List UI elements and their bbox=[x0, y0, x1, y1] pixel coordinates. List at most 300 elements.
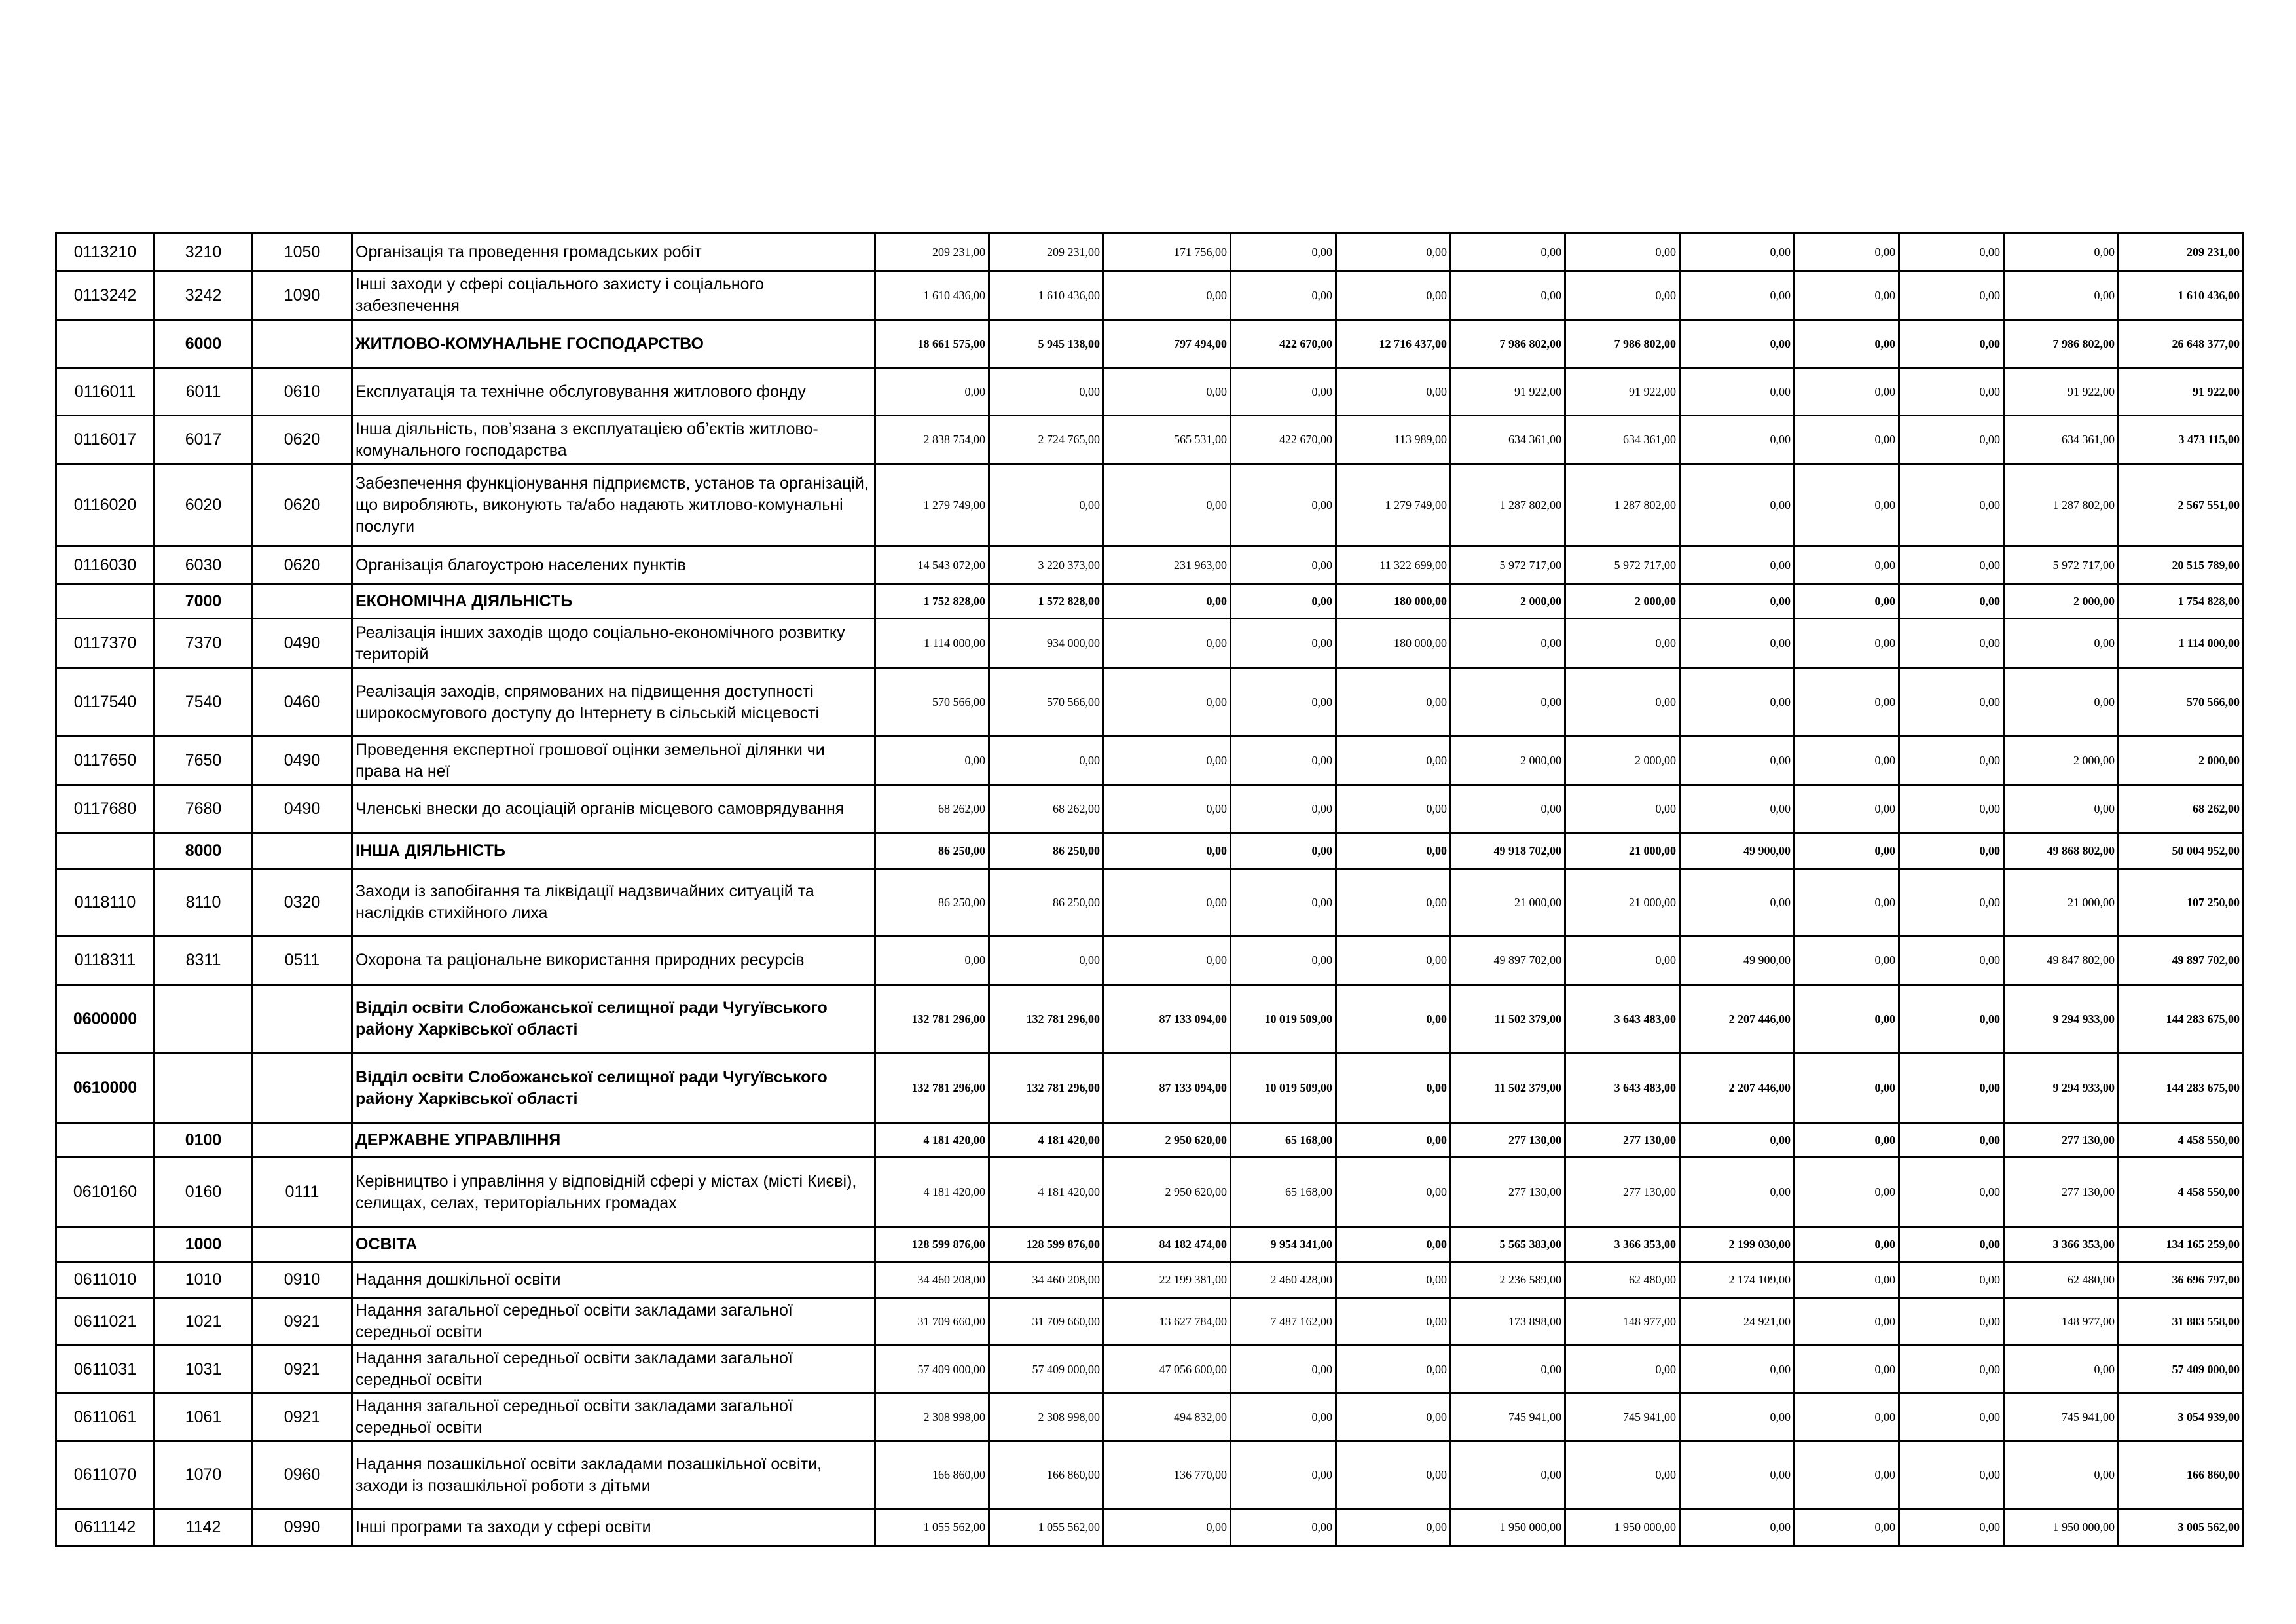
amount-cell: 0,00 bbox=[1680, 869, 1795, 936]
amount-cell: 1 950 000,00 bbox=[1565, 1509, 1680, 1546]
table-row bbox=[56, 1227, 2244, 1263]
amount-cell: 0,00 bbox=[989, 368, 1104, 416]
table-row bbox=[56, 1298, 2244, 1346]
kfkvk-code-cell bbox=[253, 320, 352, 368]
amount-cell: 0,00 bbox=[1680, 234, 1795, 271]
program-code-cell: 0117540 bbox=[56, 669, 155, 737]
amount-cell: 1 610 436,00 bbox=[875, 271, 989, 320]
kfkvk-code-cell: 0921 bbox=[253, 1346, 352, 1393]
amount-cell: 0,00 bbox=[2004, 785, 2119, 833]
amount-cell: 0,00 bbox=[1680, 785, 1795, 833]
amount-cell: 494 832,00 bbox=[1104, 1393, 1231, 1441]
amount-cell: 0,00 bbox=[1231, 619, 1336, 669]
amount-cell: 11 502 379,00 bbox=[1451, 1054, 1565, 1123]
kpkvk-code-cell: 8311 bbox=[155, 936, 253, 985]
amount-cell: 0,00 bbox=[1231, 669, 1336, 737]
table-row bbox=[56, 1393, 2244, 1441]
amount-cell: 0,00 bbox=[1795, 368, 1899, 416]
program-name-cell: Членські внески до асоціацій органів місцевого самоврядування bbox=[352, 785, 875, 833]
program-code-cell: 0611070 bbox=[56, 1441, 155, 1509]
amount-cell: 0,00 bbox=[1680, 320, 1795, 368]
table-row bbox=[56, 368, 2244, 416]
amount-cell: 0,00 bbox=[1899, 1441, 2004, 1509]
amount-cell: 0,00 bbox=[875, 368, 989, 416]
amount-cell: 0,00 bbox=[1104, 869, 1231, 936]
table-row bbox=[56, 1158, 2244, 1227]
amount-cell: 49 897 702,00 bbox=[1451, 936, 1565, 985]
amount-cell: 9 954 341,00 bbox=[1231, 1227, 1336, 1263]
amount-cell: 0,00 bbox=[1231, 547, 1336, 584]
amount-cell: 91 922,00 bbox=[2004, 368, 2119, 416]
program-name-cell: ІНША ДІЯЛЬНІСТЬ bbox=[352, 833, 875, 869]
amount-cell: 7 986 802,00 bbox=[1451, 320, 1565, 368]
kfkvk-code-cell bbox=[253, 1123, 352, 1158]
total-amount-cell: 570 566,00 bbox=[2119, 669, 2244, 737]
amount-cell: 2 950 620,00 bbox=[1104, 1158, 1231, 1227]
program-code-cell: 0611142 bbox=[56, 1509, 155, 1546]
amount-cell: 0,00 bbox=[989, 936, 1104, 985]
program-name-cell: ОСВІТА bbox=[352, 1227, 875, 1263]
amount-cell: 62 480,00 bbox=[1565, 1263, 1680, 1298]
amount-cell: 2 207 446,00 bbox=[1680, 985, 1795, 1054]
amount-cell: 31 709 660,00 bbox=[989, 1298, 1104, 1346]
table-row bbox=[56, 234, 2244, 271]
kpkvk-code-cell: 7370 bbox=[155, 619, 253, 669]
amount-cell: 24 921,00 bbox=[1680, 1298, 1795, 1346]
amount-cell: 65 168,00 bbox=[1231, 1158, 1336, 1227]
amount-cell: 0,00 bbox=[1680, 271, 1795, 320]
amount-cell: 22 199 381,00 bbox=[1104, 1263, 1231, 1298]
amount-cell: 0,00 bbox=[1104, 271, 1231, 320]
kfkvk-code-cell: 0511 bbox=[253, 936, 352, 985]
amount-cell: 422 670,00 bbox=[1231, 416, 1336, 464]
program-name-cell: Надання загальної середньої освіти закладами загальної середньої освіти bbox=[352, 1298, 875, 1346]
amount-cell: 0,00 bbox=[1899, 936, 2004, 985]
program-code-cell: 0116011 bbox=[56, 368, 155, 416]
amount-cell: 0,00 bbox=[1795, 234, 1899, 271]
amount-cell: 0,00 bbox=[1899, 464, 2004, 547]
kpkvk-code-cell: 7540 bbox=[155, 669, 253, 737]
total-amount-cell: 1 114 000,00 bbox=[2119, 619, 2244, 669]
kfkvk-code-cell: 0921 bbox=[253, 1393, 352, 1441]
amount-cell: 0,00 bbox=[1336, 1158, 1451, 1227]
amount-cell: 0,00 bbox=[1680, 368, 1795, 416]
amount-cell: 0,00 bbox=[1231, 1509, 1336, 1546]
table-row bbox=[56, 416, 2244, 464]
amount-cell: 0,00 bbox=[1680, 1393, 1795, 1441]
amount-cell: 87 133 094,00 bbox=[1104, 985, 1231, 1054]
kpkvk-code-cell: 1010 bbox=[155, 1263, 253, 1298]
kpkvk-code-cell: 1070 bbox=[155, 1441, 253, 1509]
amount-cell: 634 361,00 bbox=[2004, 416, 2119, 464]
program-name-cell: ЕКОНОМІЧНА ДІЯЛЬНІСТЬ bbox=[352, 584, 875, 619]
amount-cell: 0,00 bbox=[1899, 1263, 2004, 1298]
kpkvk-code-cell: 8110 bbox=[155, 869, 253, 936]
amount-cell: 49 847 802,00 bbox=[2004, 936, 2119, 985]
total-amount-cell: 166 860,00 bbox=[2119, 1441, 2244, 1509]
amount-cell: 231 963,00 bbox=[1104, 547, 1231, 584]
kpkvk-code-cell: 1021 bbox=[155, 1298, 253, 1346]
kpkvk-code-cell: 6030 bbox=[155, 547, 253, 584]
total-amount-cell: 2 000,00 bbox=[2119, 737, 2244, 785]
amount-cell: 65 168,00 bbox=[1231, 1123, 1336, 1158]
amount-cell: 148 977,00 bbox=[2004, 1298, 2119, 1346]
amount-cell: 86 250,00 bbox=[875, 833, 989, 869]
amount-cell: 2 000,00 bbox=[2004, 584, 2119, 619]
amount-cell: 18 661 575,00 bbox=[875, 320, 989, 368]
amount-cell: 0,00 bbox=[1336, 1393, 1451, 1441]
kpkvk-code-cell: 0160 bbox=[155, 1158, 253, 1227]
amount-cell: 565 531,00 bbox=[1104, 416, 1231, 464]
kfkvk-code-cell: 0320 bbox=[253, 869, 352, 936]
kfkvk-code-cell bbox=[253, 1227, 352, 1263]
amount-cell: 0,00 bbox=[1231, 1441, 1336, 1509]
amount-cell: 0,00 bbox=[1795, 464, 1899, 547]
amount-cell: 0,00 bbox=[1899, 669, 2004, 737]
amount-cell: 3 220 373,00 bbox=[989, 547, 1104, 584]
amount-cell: 2 000,00 bbox=[1451, 737, 1565, 785]
amount-cell: 0,00 bbox=[1336, 271, 1451, 320]
total-amount-cell: 3 473 115,00 bbox=[2119, 416, 2244, 464]
amount-cell: 3 643 483,00 bbox=[1565, 1054, 1680, 1123]
amount-cell: 132 781 296,00 bbox=[989, 1054, 1104, 1123]
amount-cell: 10 019 509,00 bbox=[1231, 1054, 1336, 1123]
program-name-cell: Забезпечення функціонування підприємств, установ та організацій, що виробляють, виконують та/або надають житлово-комунальні послуги bbox=[352, 464, 875, 547]
table-row bbox=[56, 271, 2244, 320]
total-amount-cell: 4 458 550,00 bbox=[2119, 1158, 2244, 1227]
amount-cell: 0,00 bbox=[1104, 737, 1231, 785]
amount-cell: 68 262,00 bbox=[989, 785, 1104, 833]
amount-cell: 0,00 bbox=[1795, 1123, 1899, 1158]
amount-cell: 132 781 296,00 bbox=[875, 1054, 989, 1123]
amount-cell: 0,00 bbox=[1565, 619, 1680, 669]
program-code-cell: 0117650 bbox=[56, 737, 155, 785]
table-row bbox=[56, 985, 2244, 1054]
amount-cell: 0,00 bbox=[1899, 737, 2004, 785]
amount-cell: 0,00 bbox=[1795, 619, 1899, 669]
amount-cell: 0,00 bbox=[1680, 416, 1795, 464]
kfkvk-code-cell: 0620 bbox=[253, 416, 352, 464]
kfkvk-code-cell: 1050 bbox=[253, 234, 352, 271]
total-amount-cell: 1 754 828,00 bbox=[2119, 584, 2244, 619]
kpkvk-code-cell: 3210 bbox=[155, 234, 253, 271]
amount-cell: 49 918 702,00 bbox=[1451, 833, 1565, 869]
amount-cell: 14 543 072,00 bbox=[875, 547, 989, 584]
program-name-cell: Відділ освіти Слобожанської селищної ради Чугуївського району Харківської області bbox=[352, 985, 875, 1054]
amount-cell: 0,00 bbox=[1104, 1509, 1231, 1546]
amount-cell: 57 409 000,00 bbox=[989, 1346, 1104, 1393]
amount-cell: 0,00 bbox=[1795, 416, 1899, 464]
program-name-cell: Організація благоустрою населених пунктів bbox=[352, 547, 875, 584]
amount-cell: 1 752 828,00 bbox=[875, 584, 989, 619]
amount-cell: 0,00 bbox=[1795, 1441, 1899, 1509]
amount-cell: 2 950 620,00 bbox=[1104, 1123, 1231, 1158]
amount-cell: 4 181 420,00 bbox=[875, 1123, 989, 1158]
program-code-cell: 0113242 bbox=[56, 271, 155, 320]
amount-cell: 2 838 754,00 bbox=[875, 416, 989, 464]
amount-cell: 132 781 296,00 bbox=[989, 985, 1104, 1054]
amount-cell: 34 460 208,00 bbox=[989, 1263, 1104, 1298]
amount-cell: 34 460 208,00 bbox=[875, 1263, 989, 1298]
table-row bbox=[56, 737, 2244, 785]
total-amount-cell: 144 283 675,00 bbox=[2119, 1054, 2244, 1123]
kfkvk-code-cell: 0921 bbox=[253, 1298, 352, 1346]
amount-cell: 4 181 420,00 bbox=[875, 1158, 989, 1227]
kpkvk-code-cell: 7650 bbox=[155, 737, 253, 785]
amount-cell: 0,00 bbox=[1336, 368, 1451, 416]
kfkvk-code-cell bbox=[253, 584, 352, 619]
total-amount-cell: 3 054 939,00 bbox=[2119, 1393, 2244, 1441]
amount-cell: 113 989,00 bbox=[1336, 416, 1451, 464]
amount-cell: 0,00 bbox=[1565, 785, 1680, 833]
amount-cell: 0,00 bbox=[1795, 669, 1899, 737]
amount-cell: 84 182 474,00 bbox=[1104, 1227, 1231, 1263]
program-code-cell: 0118110 bbox=[56, 869, 155, 936]
amount-cell: 0,00 bbox=[1680, 547, 1795, 584]
amount-cell: 1 610 436,00 bbox=[989, 271, 1104, 320]
amount-cell: 422 670,00 bbox=[1231, 320, 1336, 368]
program-code-cell: 0118311 bbox=[56, 936, 155, 985]
table-row bbox=[56, 1509, 2244, 1546]
amount-cell: 57 409 000,00 bbox=[875, 1346, 989, 1393]
amount-cell: 47 056 600,00 bbox=[1104, 1346, 1231, 1393]
amount-cell: 0,00 bbox=[1899, 1393, 2004, 1441]
amount-cell: 62 480,00 bbox=[2004, 1263, 2119, 1298]
amount-cell: 0,00 bbox=[1451, 1346, 1565, 1393]
kpkvk-code-cell: 0100 bbox=[155, 1123, 253, 1158]
amount-cell: 0,00 bbox=[1104, 833, 1231, 869]
program-name-cell: ДЕРЖАВНЕ УПРАВЛІННЯ bbox=[352, 1123, 875, 1158]
amount-cell: 0,00 bbox=[1899, 785, 2004, 833]
amount-cell: 1 287 802,00 bbox=[1451, 464, 1565, 547]
amount-cell: 0,00 bbox=[1680, 1509, 1795, 1546]
table-row bbox=[56, 1441, 2244, 1509]
amount-cell: 1 572 828,00 bbox=[989, 584, 1104, 619]
amount-cell: 171 756,00 bbox=[1104, 234, 1231, 271]
amount-cell: 277 130,00 bbox=[1565, 1123, 1680, 1158]
amount-cell: 0,00 bbox=[1336, 785, 1451, 833]
program-name-cell: ЖИТЛОВО-КОМУНАЛЬНЕ ГОСПОДАРСТВО bbox=[352, 320, 875, 368]
amount-cell: 2 460 428,00 bbox=[1231, 1263, 1336, 1298]
amount-cell: 0,00 bbox=[1795, 833, 1899, 869]
amount-cell: 0,00 bbox=[1680, 619, 1795, 669]
program-name-cell: Надання позашкільної освіти закладами позашкільної освіти, заходи із позашкільної роботи з дітьми bbox=[352, 1441, 875, 1509]
amount-cell: 91 922,00 bbox=[1565, 368, 1680, 416]
table-row bbox=[56, 869, 2244, 936]
amount-cell: 2 000,00 bbox=[1565, 737, 1680, 785]
amount-cell: 1 279 749,00 bbox=[1336, 464, 1451, 547]
amount-cell: 0,00 bbox=[1104, 584, 1231, 619]
program-name-cell: Охорона та раціональне використання природних ресурсів bbox=[352, 936, 875, 985]
kpkvk-code-cell: 1061 bbox=[155, 1393, 253, 1441]
amount-cell: 180 000,00 bbox=[1336, 584, 1451, 619]
amount-cell: 3 643 483,00 bbox=[1565, 985, 1680, 1054]
amount-cell: 0,00 bbox=[1231, 464, 1336, 547]
amount-cell: 634 361,00 bbox=[1451, 416, 1565, 464]
program-code-cell bbox=[56, 833, 155, 869]
program-name-cell: Проведення експертної грошової оцінки земельної ділянки чи права на неї bbox=[352, 737, 875, 785]
amount-cell: 0,00 bbox=[989, 737, 1104, 785]
total-amount-cell: 49 897 702,00 bbox=[2119, 936, 2244, 985]
amount-cell: 0,00 bbox=[1231, 737, 1336, 785]
amount-cell: 0,00 bbox=[1231, 785, 1336, 833]
amount-cell: 86 250,00 bbox=[875, 869, 989, 936]
amount-cell: 0,00 bbox=[1231, 1346, 1336, 1393]
amount-cell: 0,00 bbox=[1231, 368, 1336, 416]
total-amount-cell: 36 696 797,00 bbox=[2119, 1263, 2244, 1298]
program-code-cell: 0611021 bbox=[56, 1298, 155, 1346]
kpkvk-code-cell: 6011 bbox=[155, 368, 253, 416]
amount-cell: 0,00 bbox=[875, 737, 989, 785]
amount-cell: 4 181 420,00 bbox=[989, 1158, 1104, 1227]
amount-cell: 7 986 802,00 bbox=[2004, 320, 2119, 368]
total-amount-cell: 50 004 952,00 bbox=[2119, 833, 2244, 869]
amount-cell: 0,00 bbox=[1451, 619, 1565, 669]
amount-cell: 570 566,00 bbox=[875, 669, 989, 737]
kfkvk-code-cell: 0620 bbox=[253, 464, 352, 547]
amount-cell: 0,00 bbox=[1565, 1346, 1680, 1393]
program-name-cell: Інші програми та заходи у сфері освіти bbox=[352, 1509, 875, 1546]
amount-cell: 9 294 933,00 bbox=[2004, 985, 2119, 1054]
amount-cell: 0,00 bbox=[1336, 985, 1451, 1054]
total-amount-cell: 3 005 562,00 bbox=[2119, 1509, 2244, 1546]
amount-cell: 0,00 bbox=[1680, 737, 1795, 785]
amount-cell: 21 000,00 bbox=[1451, 869, 1565, 936]
amount-cell: 0,00 bbox=[1680, 1441, 1795, 1509]
amount-cell: 0,00 bbox=[2004, 1346, 2119, 1393]
kfkvk-code-cell: 0111 bbox=[253, 1158, 352, 1227]
kpkvk-code-cell bbox=[155, 985, 253, 1054]
amount-cell: 0,00 bbox=[1899, 1298, 2004, 1346]
amount-cell: 2 207 446,00 bbox=[1680, 1054, 1795, 1123]
program-name-cell: Відділ освіти Слобожанської селищної ради Чугуївського району Харківської області bbox=[352, 1054, 875, 1123]
amount-cell: 0,00 bbox=[1104, 368, 1231, 416]
table-row bbox=[56, 1263, 2244, 1298]
amount-cell: 0,00 bbox=[1795, 1227, 1899, 1263]
amount-cell: 0,00 bbox=[1231, 1393, 1336, 1441]
amount-cell: 128 599 876,00 bbox=[875, 1227, 989, 1263]
program-name-cell: Експлуатація та технічне обслуговування житлового фонду bbox=[352, 368, 875, 416]
table-row bbox=[56, 464, 2244, 547]
amount-cell: 0,00 bbox=[1336, 1123, 1451, 1158]
amount-cell: 0,00 bbox=[875, 936, 989, 985]
amount-cell: 0,00 bbox=[1795, 985, 1899, 1054]
total-amount-cell: 1 610 436,00 bbox=[2119, 271, 2244, 320]
amount-cell: 0,00 bbox=[1336, 1509, 1451, 1546]
program-code-cell: 0600000 bbox=[56, 985, 155, 1054]
amount-cell: 0,00 bbox=[1336, 1298, 1451, 1346]
amount-cell: 5 972 717,00 bbox=[2004, 547, 2119, 584]
amount-cell: 0,00 bbox=[1899, 619, 2004, 669]
table-row bbox=[56, 547, 2244, 584]
amount-cell: 0,00 bbox=[2004, 619, 2119, 669]
amount-cell: 745 941,00 bbox=[1565, 1393, 1680, 1441]
amount-cell: 0,00 bbox=[1336, 737, 1451, 785]
total-amount-cell: 2 567 551,00 bbox=[2119, 464, 2244, 547]
amount-cell: 5 945 138,00 bbox=[989, 320, 1104, 368]
amount-cell: 132 781 296,00 bbox=[875, 985, 989, 1054]
amount-cell: 1 287 802,00 bbox=[1565, 464, 1680, 547]
amount-cell: 91 922,00 bbox=[1451, 368, 1565, 416]
amount-cell: 0,00 bbox=[1795, 1054, 1899, 1123]
program-code-cell bbox=[56, 320, 155, 368]
amount-cell: 277 130,00 bbox=[1451, 1158, 1565, 1227]
amount-cell: 2 000,00 bbox=[1451, 584, 1565, 619]
amount-cell: 209 231,00 bbox=[875, 234, 989, 271]
amount-cell: 0,00 bbox=[1795, 320, 1899, 368]
amount-cell: 0,00 bbox=[1451, 271, 1565, 320]
kfkvk-code-cell: 0620 bbox=[253, 547, 352, 584]
kfkvk-code-cell: 0490 bbox=[253, 785, 352, 833]
amount-cell: 49 900,00 bbox=[1680, 833, 1795, 869]
amount-cell: 86 250,00 bbox=[989, 833, 1104, 869]
amount-cell: 2 308 998,00 bbox=[875, 1393, 989, 1441]
amount-cell: 87 133 094,00 bbox=[1104, 1054, 1231, 1123]
amount-cell: 0,00 bbox=[1795, 1393, 1899, 1441]
amount-cell: 0,00 bbox=[1899, 368, 2004, 416]
amount-cell: 0,00 bbox=[1899, 1346, 2004, 1393]
amount-cell: 3 366 353,00 bbox=[1565, 1227, 1680, 1263]
program-code-cell: 0117370 bbox=[56, 619, 155, 669]
amount-cell: 0,00 bbox=[1680, 1123, 1795, 1158]
program-code-cell: 0113210 bbox=[56, 234, 155, 271]
amount-cell: 21 000,00 bbox=[1565, 869, 1680, 936]
amount-cell: 0,00 bbox=[1680, 464, 1795, 547]
kpkvk-code-cell: 3242 bbox=[155, 271, 253, 320]
amount-cell: 0,00 bbox=[1231, 833, 1336, 869]
amount-cell: 0,00 bbox=[1104, 669, 1231, 737]
amount-cell: 0,00 bbox=[1231, 869, 1336, 936]
amount-cell: 3 366 353,00 bbox=[2004, 1227, 2119, 1263]
kfkvk-code-cell: 0490 bbox=[253, 737, 352, 785]
table-row bbox=[56, 1346, 2244, 1393]
amount-cell: 173 898,00 bbox=[1451, 1298, 1565, 1346]
amount-cell: 2 236 589,00 bbox=[1451, 1263, 1565, 1298]
amount-cell: 0,00 bbox=[1104, 619, 1231, 669]
amount-cell: 0,00 bbox=[1795, 1298, 1899, 1346]
amount-cell: 0,00 bbox=[1336, 1263, 1451, 1298]
table-row bbox=[56, 1123, 2244, 1158]
amount-cell: 49 868 802,00 bbox=[2004, 833, 2119, 869]
amount-cell: 570 566,00 bbox=[989, 669, 1104, 737]
kfkvk-code-cell: 1090 bbox=[253, 271, 352, 320]
amount-cell: 2 000,00 bbox=[1565, 584, 1680, 619]
table-row bbox=[56, 833, 2244, 869]
table-body bbox=[56, 234, 2244, 1546]
amount-cell: 0,00 bbox=[1899, 234, 2004, 271]
amount-cell: 0,00 bbox=[1451, 1441, 1565, 1509]
amount-cell: 0,00 bbox=[1336, 833, 1451, 869]
program-name-cell: Організація та проведення громадських робіт bbox=[352, 234, 875, 271]
kpkvk-code-cell: 6000 bbox=[155, 320, 253, 368]
program-code-cell: 0610000 bbox=[56, 1054, 155, 1123]
amount-cell: 1 114 000,00 bbox=[875, 619, 989, 669]
total-amount-cell: 4 458 550,00 bbox=[2119, 1123, 2244, 1158]
program-name-cell: Надання дошкільної освіти bbox=[352, 1263, 875, 1298]
amount-cell: 0,00 bbox=[1680, 1158, 1795, 1227]
table-row bbox=[56, 619, 2244, 669]
amount-cell: 0,00 bbox=[1899, 547, 2004, 584]
amount-cell: 277 130,00 bbox=[2004, 1158, 2119, 1227]
kfkvk-code-cell: 0610 bbox=[253, 368, 352, 416]
amount-cell: 10 019 509,00 bbox=[1231, 985, 1336, 1054]
total-amount-cell: 107 250,00 bbox=[2119, 869, 2244, 936]
amount-cell: 166 860,00 bbox=[989, 1441, 1104, 1509]
amount-cell: 11 502 379,00 bbox=[1451, 985, 1565, 1054]
program-name-cell: Надання загальної середньої освіти закладами загальної середньої освіти bbox=[352, 1346, 875, 1393]
amount-cell: 0,00 bbox=[1451, 785, 1565, 833]
amount-cell: 166 860,00 bbox=[875, 1441, 989, 1509]
